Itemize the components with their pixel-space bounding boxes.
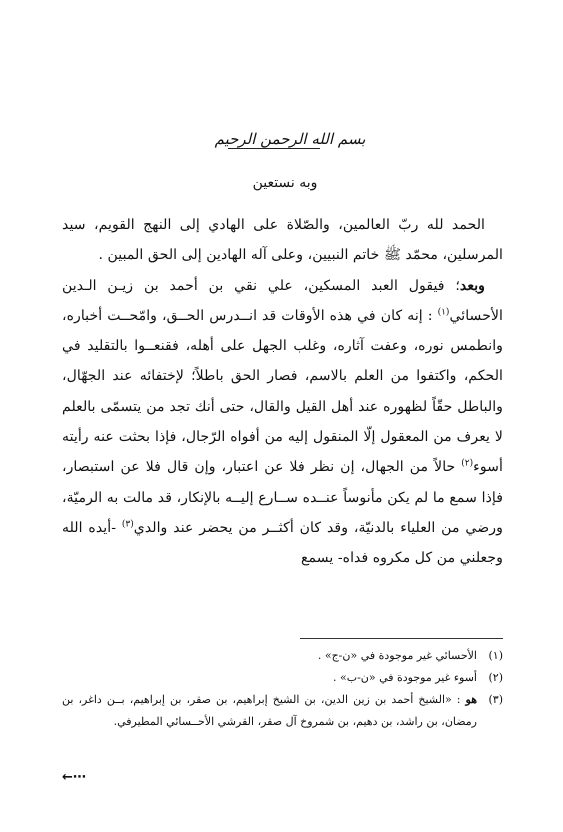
paragraph-2 xyxy=(62,271,503,574)
continuation-arrow-icon: ←⋯ xyxy=(62,770,86,785)
footnote-number: (١) xyxy=(488,649,503,662)
footnote-text: الأحسائي غير موجودة في «ن-ج» . xyxy=(317,649,477,662)
footnote-ref-3[interactable]: (٣) xyxy=(121,519,134,530)
paragraph-2-text-a: ؛ فيقول العبد المسكين، علي نقي بن أحمد بن زيـن الـدين الأحسائي xyxy=(62,277,503,324)
subheading: وبه نستعين xyxy=(252,175,318,191)
footnote-text: أسوء غير موجودة في «ن-ب» . xyxy=(332,671,477,684)
paragraph-2-lead: وبعد xyxy=(459,277,485,294)
footnote-body: : «الشيخ أحمد بن زين الدين، بن الشيخ إبراهيم، بن صقر، بن إبراهيم، بــن داغر، بن رمضان، بن راشد، بن دهيم، بن شمروخ آل صقر، القرشي الأحــسائي المطيرفي. xyxy=(62,693,477,728)
paragraph-1 xyxy=(62,210,503,271)
footnote-number: (٢) xyxy=(488,671,503,684)
paragraph-2-text-b: : إنه كان في هذه الأوقات قد انــدرس الحــق، وامّحــت أخباره، وانطمس نوره، وعفت آثاره، وغلب الجهل على أهله، فقنعــوا بالتقليد في الحكم، واكتفوا من العلم بالاسم، فصار الحق باطلاً؛ لإختفائه عند الجهّال، والباطل حقّاً لظهوره عند أهل القيل والقال، حتى أنك تجد من يتسمّى بالعلم لا يعرف من المعقول إلّا المنقول إليه من أفواه الرّجال، فإذا بحثت عنه رأيته أسوء xyxy=(62,307,503,476)
footnote-separator xyxy=(300,638,503,639)
paragraph-1-text: الحمد لله ربّ العالمين، والصّلاة على الهادي إلى النهج القويم، سيد المرسلين، محمّد ﷺ خاتم النبيين، وعلى آله الهادين إلى الحق المبين . xyxy=(62,217,503,264)
main-text xyxy=(62,210,503,574)
paragraph-2-text-d: -أيده الله وجعلني من كل مكروه فداه- يسمع xyxy=(62,519,503,567)
footnote-ref-2[interactable]: (٢) xyxy=(461,458,474,469)
footnote-lead: هو xyxy=(465,693,477,706)
basmala-heading: بسم الله الرحمن الرحيم xyxy=(214,130,366,148)
footnote-text xyxy=(62,689,477,733)
basmala-underline xyxy=(228,148,320,149)
footnotes xyxy=(62,645,503,733)
paragraph-2-text-c: حالاً من الجهال، إن نظر فلا عن اعتبار، وإن قال فلا عن استبصار، فإذا سمع ما لم يكن مأنوساً عنــده ســارع إليــه بالإنكار، قد مالت به الرميّة، ورضي من العلياء بالدنيّة، وقد كان أكثــر من يحضر عند والدي xyxy=(62,459,504,536)
footnote-ref-1[interactable]: (١) xyxy=(437,307,450,318)
footnote-2 xyxy=(62,667,503,689)
footnote-1 xyxy=(62,645,503,667)
footnote-3 xyxy=(62,689,503,733)
footnote-number: (٣) xyxy=(488,693,503,706)
